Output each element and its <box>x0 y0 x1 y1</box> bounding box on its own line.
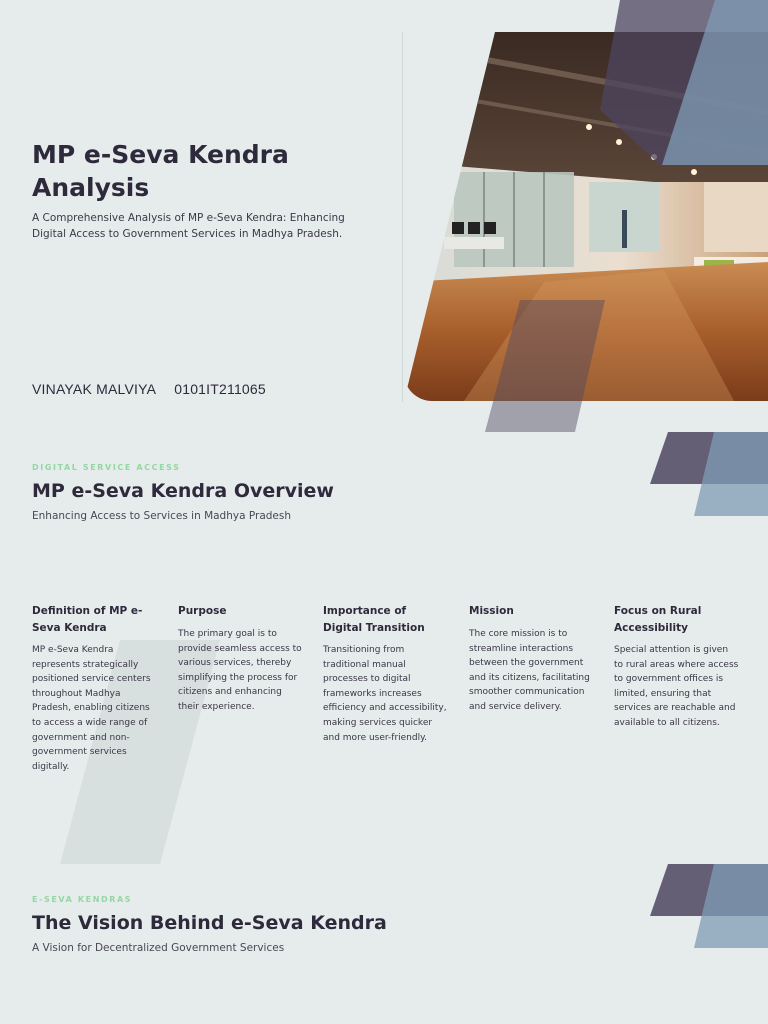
column-body-mission: The core mission is to streamline interactions between the government and its citizens, facilitating smoother communication and service delivery. <box>469 629 590 712</box>
column-heading-purpose: Purpose <box>178 605 227 617</box>
vision-title: The Vision Behind e-Seva Kendra <box>32 912 387 934</box>
column-heading-rural: Focus on Rural Accessibility <box>614 605 702 634</box>
column-heading-mission: Mission <box>469 605 514 617</box>
vision-subtitle: A Vision for Decentralized Government Services <box>32 942 285 954</box>
overview-subtitle: Enhancing Access to Services in Madhya Pradesh <box>32 510 292 522</box>
author-id: 0101IT211065 <box>174 381 266 397</box>
column-heading-importance: Importance of Digital Transition <box>323 605 425 634</box>
vision-eyebrow: E-SEVA KENDRAS <box>32 895 133 904</box>
author-name: VINAYAK MALVIYA <box>32 381 157 397</box>
overview-title: MP e-Seva Kendra Overview <box>32 480 334 502</box>
overview-eyebrow: DIGITAL SERVICE ACCESS <box>32 463 181 472</box>
page-title: MP e-Seva Kendra Analysis <box>32 140 289 202</box>
title-overlay-shapes <box>0 0 768 440</box>
overlay-shape-bottom <box>485 300 605 432</box>
column-body-purpose: The primary goal is to provide seamless access to various services, thereby simplifying the process for citizens and enhancing their experience. <box>178 629 302 712</box>
column-body-definition: MP e-Seva Kendra represents strategically positioned service centers throughout Madhya Pradesh, enabling citizens to access a wide range of government and non-government services digitally. <box>32 645 151 772</box>
column-heading-definition: Definition of MP e-Seva Kendra <box>32 605 143 634</box>
page-subtitle: A Comprehensive Analysis of MP e-Seva Kendra: Enhancing Digital Access to Government Services in Madhya Pradesh. <box>32 212 345 240</box>
column-body-rural: Special attention is given to rural areas where access to government offices is limited, ensuring that services are reachable and available to all citizens. <box>614 645 739 728</box>
column-body-importance: Transitioning from traditional manual processes to digital frameworks increases efficiency and accessibility, making services quicker and more user-friendly. <box>323 645 447 743</box>
